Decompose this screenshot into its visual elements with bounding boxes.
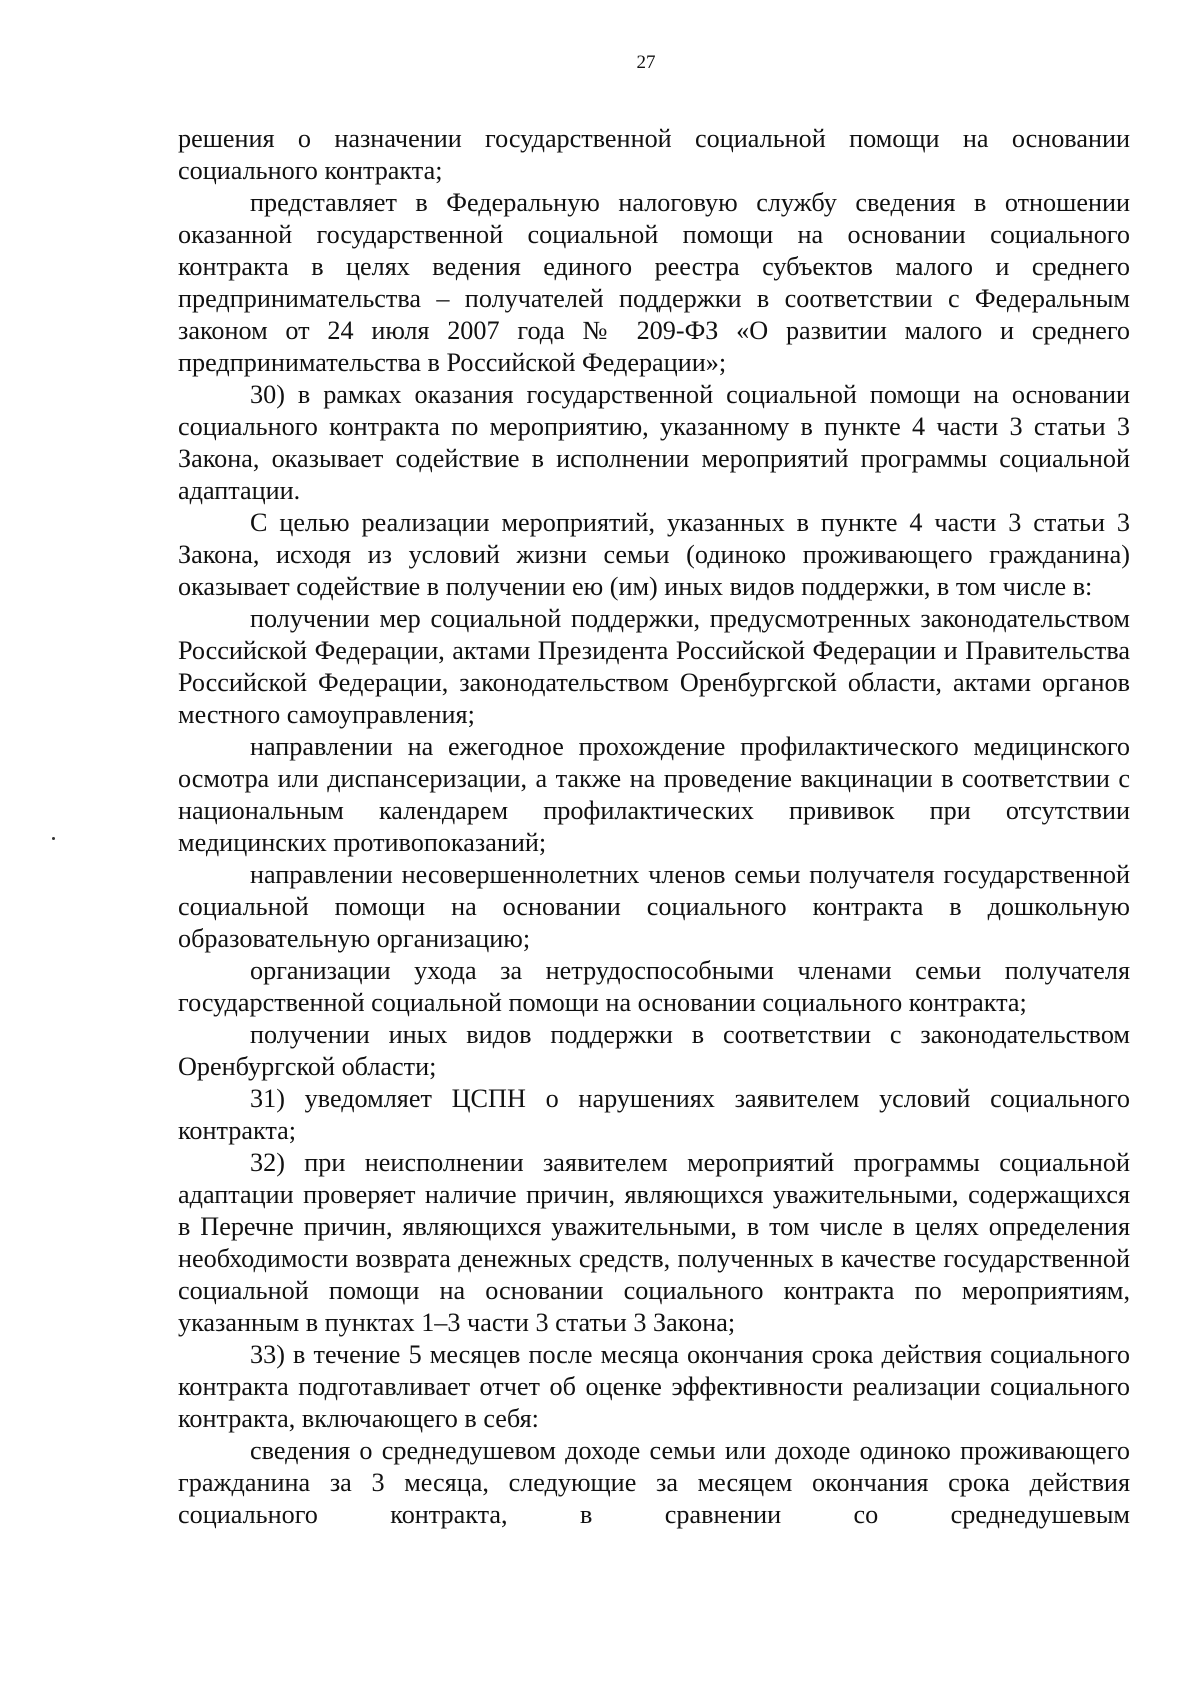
paragraph-care-organization: организации ухода за нетрудоспособными членами семьи получателя государственной социальной помощи на основании социального контракта; xyxy=(178,956,1130,1017)
paragraph-medical-examination: направлении на ежегодное прохождение профилактического медицинского осмотра или диспансеризации, а также на проведение вакцинации в соответствии с национальным календарем профилактических прививок при отсутствии медицинских противопоказаний; xyxy=(178,732,1130,857)
paragraph-social-support-measures: получении мер социальной поддержки, предусмотренных законодательством Российской Федерации, актами Президента Российской Федерации и Правительства Российской Федерации, законодательством Оренбургской области, актами органов местного самоуправления; xyxy=(178,604,1130,729)
scan-speck xyxy=(52,837,55,840)
paragraph-other-support: получении иных видов поддержки в соответствии с законодательством Оренбургской области; xyxy=(178,1020,1130,1081)
document-body xyxy=(178,123,1130,1531)
page-number: 27 xyxy=(636,52,656,73)
paragraph-preschool-referral: направлении несовершеннолетних членов семьи получателя государственной социальной помощи на основании социального контракта в дошкольную образовательную организацию; xyxy=(178,860,1130,953)
paragraph-continuation: решения о назначении государственной социальной помощи на основании социального контракта; xyxy=(178,124,1130,185)
paragraph-item-32: 32) при неисполнении заявителем мероприятий программы социальной адаптации проверяет наличие причин, являющихся уважительными, содержащихся в Перечне причин, являющихся уважительными, в том числе в целях определения необходимости возврата денежных средств, полученных в качестве государственной социальной помощи на основании социального контракта по мероприятиям, указанным в пунктах 1–3 части 3 статьи 3 Закона; xyxy=(178,1148,1130,1337)
paragraph-item-33: 33) в течение 5 месяцев после месяца окончания срока действия социального контракта подготавливает отчет об оценке эффективности реализации социального контракта, включающего в себя: xyxy=(178,1340,1130,1433)
paragraph-support-purpose: С целью реализации мероприятий, указанных в пункте 4 части 3 статьи 3 Закона, исходя из условий жизни семьи (одиноко проживающего гражданина) оказывает содействие в получении ею (им) иных видов поддержки, в том числе в: xyxy=(178,508,1130,601)
paragraph-income-comparison: сведения о среднедушевом доходе семьи или доходе одиноко проживающего гражданина за 3 месяца, следующие за месяцем окончания срока действия социального контракта, в сравнении со среднедушевым xyxy=(178,1436,1130,1529)
paragraph-tax-service-report: представляет в Федеральную налоговую службу сведения в отношении оказанной государственной социальной помощи на основании социального контракта в целях ведения единого реестра субъектов малого и среднего предпринимательства – получателей поддержки в соответствии с Федеральным законом от 24 июля 2007 года № 209-ФЗ «О развитии малого и среднего предпринимательства в Российской Федерации»; xyxy=(178,188,1130,377)
paragraph-item-30: 30) в рамках оказания государственной социальной помощи на основании социального контракта по мероприятию, указанному в пункте 4 части 3 статьи 3 Закона, оказывает содействие в исполнении мероприятий программы социальной адаптации. xyxy=(178,380,1130,505)
paragraph-item-31: 31) уведомляет ЦСПН о нарушениях заявителем условий социального контракта; xyxy=(178,1084,1130,1145)
